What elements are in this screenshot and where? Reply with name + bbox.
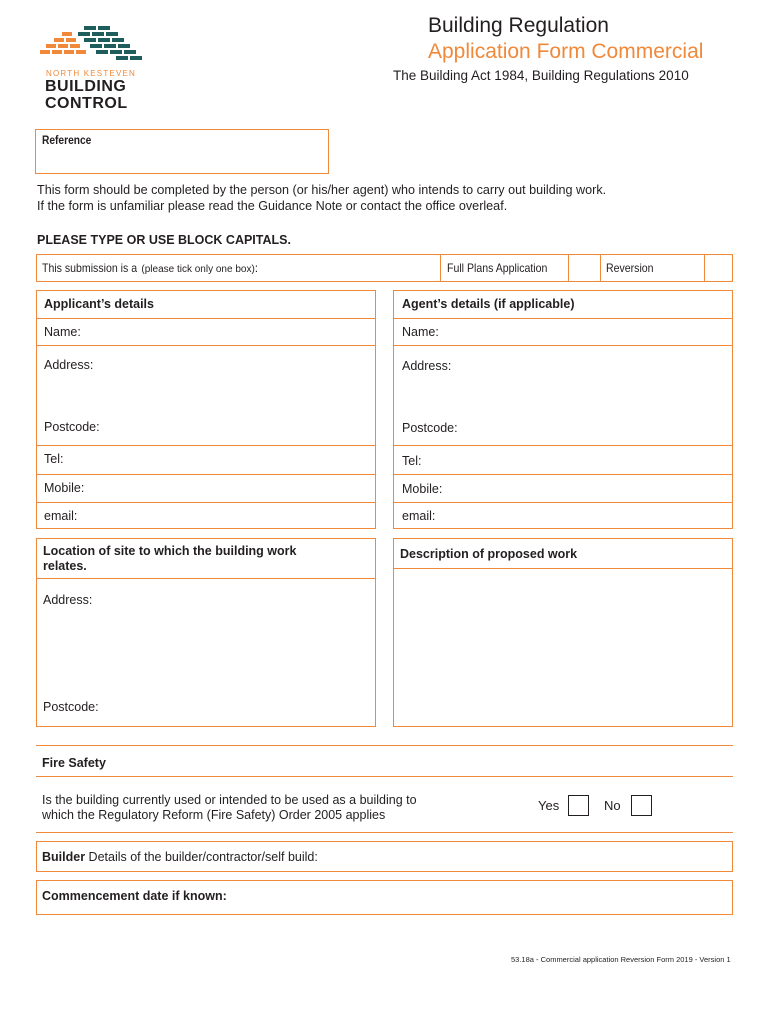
reference-label: Reference bbox=[42, 133, 92, 147]
logo-org-line: NORTH KESTEVEN bbox=[46, 69, 136, 78]
capitals-note: PLEASE TYPE OR USE BLOCK CAPITALS. bbox=[37, 233, 291, 247]
fire-yes-label: Yes bbox=[538, 798, 560, 813]
builder-label-rest: Details of the builder/contractor/self build: bbox=[88, 850, 318, 864]
fire-question-line-2: which the Regulatory Reform (Fire Safety) Order 2005 applies bbox=[42, 808, 386, 822]
page-subtitle: Application Form Commercial bbox=[428, 40, 704, 63]
agent-tel-field[interactable]: Tel: bbox=[402, 454, 422, 468]
applicant-section bbox=[36, 290, 376, 529]
agent-section bbox=[393, 290, 733, 529]
acts-line: The Building Act 1984, Building Regulations 2010 bbox=[393, 68, 689, 83]
full-plans-label: Full Plans Application bbox=[447, 261, 548, 275]
page-title: Building Regulation bbox=[428, 14, 609, 37]
applicant-postcode-field[interactable]: Postcode: bbox=[44, 420, 100, 434]
agent-name-field[interactable]: Name: bbox=[402, 325, 439, 339]
applicant-mobile-field[interactable]: Mobile: bbox=[44, 481, 85, 495]
fire-question-line-1: Is the building currently used or intended to be used as a building to bbox=[42, 793, 417, 807]
logo-building: BUILDING bbox=[45, 78, 127, 95]
commencement-label: Commencement date if known: bbox=[42, 889, 227, 903]
description-heading: Description of proposed work bbox=[400, 547, 578, 561]
applicant-heading: Applicant’s details bbox=[44, 297, 154, 311]
site-address-field[interactable]: Address: bbox=[43, 593, 93, 607]
reversion-tickbox[interactable] bbox=[705, 255, 733, 281]
agent-mobile-field[interactable]: Mobile: bbox=[402, 482, 443, 496]
fire-yes-checkbox[interactable] bbox=[568, 795, 589, 816]
full-plans-tickbox[interactable] bbox=[569, 255, 600, 281]
intro-line-1: This form should be completed by the person (or his/her agent) who intends to carry out building work. bbox=[37, 183, 607, 197]
site-postcode-field[interactable]: Postcode: bbox=[43, 700, 99, 714]
site-heading-1: Location of site to which the building work bbox=[43, 544, 297, 558]
fire-safety-heading: Fire Safety bbox=[42, 756, 106, 770]
intro-line-2: If the form is unfamiliar please read the Guidance Note or contact the office overleaf. bbox=[37, 199, 508, 213]
submission-prefix-text: This submission is a bbox=[42, 261, 138, 275]
builder-label bbox=[42, 850, 318, 864]
description-field[interactable] bbox=[395, 570, 731, 725]
submission-colon: : bbox=[254, 261, 259, 275]
site-heading-2: relates. bbox=[43, 559, 87, 573]
submission-prefix bbox=[42, 261, 258, 275]
applicant-name-field[interactable]: Name: bbox=[44, 325, 81, 339]
reversion-label: Reversion bbox=[606, 261, 654, 275]
fire-no-checkbox[interactable] bbox=[631, 795, 652, 816]
logo-control: CONTROL bbox=[45, 95, 128, 112]
fire-no-label: No bbox=[604, 798, 621, 813]
submission-hint: (please tick only one box) bbox=[141, 264, 255, 275]
brick-logo-icon bbox=[40, 26, 146, 66]
applicant-tel-field[interactable]: Tel: bbox=[44, 452, 64, 466]
applicant-email-field[interactable]: email: bbox=[44, 509, 78, 523]
agent-postcode-field[interactable]: Postcode: bbox=[402, 421, 458, 435]
agent-email-field[interactable]: email: bbox=[402, 509, 436, 523]
builder-label-bold: Builder bbox=[42, 850, 86, 864]
agent-address-field[interactable]: Address: bbox=[402, 359, 452, 373]
applicant-address-field[interactable]: Address: bbox=[44, 358, 94, 372]
agent-heading: Agent’s details (if applicable) bbox=[402, 297, 575, 311]
site-section bbox=[36, 538, 376, 727]
footer-version: 53.18a - Commercial application Reversion Form 2019 - Version 1 bbox=[511, 955, 731, 964]
